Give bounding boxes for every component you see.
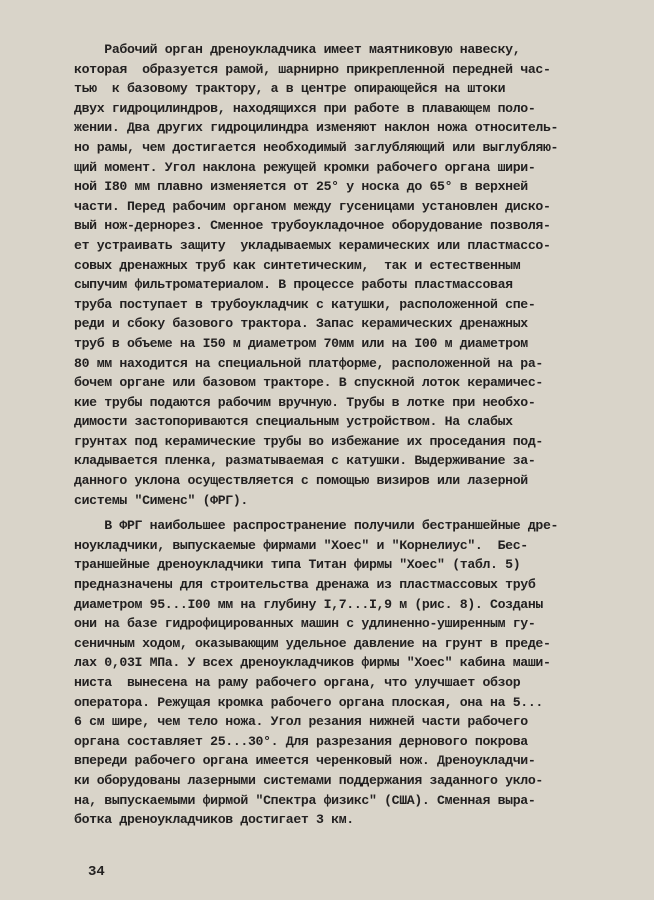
paragraph: [74, 40, 624, 510]
text-line: предназначены для строительства дренажа из пластмассовых труб: [74, 577, 536, 593]
document-body: [74, 40, 624, 830]
text-line: которая образуется рамой, шарнирно прикрепленной передней час-: [74, 61, 551, 77]
text-line: бочем органе или базовом тракторе. В спускной лоток керамичес-: [74, 375, 543, 391]
text-line: совых дренажных труб как синтетическим, так и естественным: [74, 257, 521, 273]
text-line: вый нож-дернорез. Сменное трубоукладочное оборудование позволя-: [74, 218, 551, 234]
text-line: реди и сбоку базового трактора. Запас керамических дренажных: [74, 316, 528, 332]
text-line: двух гидроцилиндров, находящихся при работе в плавающем поло-: [74, 100, 536, 116]
text-line: но рамы, чем достигается необходимый заглубляющий или выглубляю-: [74, 139, 559, 155]
text-line: щий момент. Угол наклона режущей кромки рабочего органа шири-: [74, 159, 536, 175]
text-line: 80 мм находится на специальной платформе, расположенной на ра-: [74, 355, 543, 371]
text-line: диаметром 95...I00 мм на глубину I,7...I,9 м (рис. 8). Созданы: [74, 596, 543, 612]
text-line: жении. Два других гидроцилиндра изменяют наклон ножа относитель-: [74, 120, 559, 136]
text-line: на, выпускаемыми фирмой "Спектра физикс" (США). Сменная выра-: [74, 792, 536, 808]
text-line: труб в объеме на I50 м диаметром 70мм или на I00 м диаметром: [74, 335, 528, 351]
text-line: ет устраивать защиту укладываемых керамических или пластмассо-: [74, 237, 551, 253]
text-line: Рабочий орган дреноукладчика имеет маятниковую навеску,: [74, 42, 521, 57]
text-line: сыпучим фильтроматериалом. В процессе работы пластмассовая: [74, 277, 513, 293]
text-line: В ФРГ наибольшее распространение получили бестраншейные дре-: [74, 518, 559, 534]
text-line: части. Перед рабочим органом между гусеницами установлен диско-: [74, 198, 551, 214]
text-line: грунтах под керамические трубы во избежание их проседания под-: [74, 433, 543, 449]
text-line: 6 см шире, чем тело ножа. Угол резания нижней части рабочего: [74, 714, 528, 730]
text-line: лах 0,03I МПа. У всех дреноукладчиков фирмы "Хоес" кабина маши-: [74, 655, 551, 671]
text-line: органа составляет 25...30°. Для разрезания дернового покрова: [74, 733, 528, 749]
text-line: данного уклона осуществляется с помощью визиров или лазерной: [74, 473, 528, 489]
text-line: ноукладчики, выпускаемые фирмами "Хоес" и "Корнелиус". Бес-: [74, 537, 528, 553]
page-number: 34: [88, 864, 105, 880]
text-line: системы "Сименс" (ФРГ).: [74, 492, 248, 508]
text-line: кие трубы подаются рабочим вручную. Трубы в лотке при необхо-: [74, 394, 536, 410]
text-line: ки оборудованы лазерными системами поддержания заданного укло-: [74, 772, 543, 788]
text-line: оператора. Режущая кромка рабочего органа плоская, она на 5...: [74, 694, 543, 710]
text-line: они на базе гидрофицированных машин с удлиненно-уширенным гу-: [74, 616, 536, 632]
text-line: тью к базовому трактору, а в центре опирающейся на штоки: [74, 81, 506, 97]
text-line: труба поступает в трубоукладчик с катушки, расположенной спе-: [74, 296, 536, 312]
text-line: димости застопориваются специальным устройством. На слабых: [74, 414, 513, 430]
text-line: ботка дреноукладчиков достигает 3 км.: [74, 812, 354, 828]
text-line: ной I80 мм плавно изменяется от 25° у носка до 65° в верхней: [74, 179, 528, 195]
text-line: ниста вынесена на раму рабочего органа, что улучшает обзор: [74, 675, 521, 690]
paragraph: [74, 516, 624, 830]
text-line: кладывается пленка, разматываемая с катушки. Выдерживание за-: [74, 453, 536, 469]
text-line: впереди рабочего органа имеется черенковый нож. Дреноукладчи-: [74, 753, 536, 769]
text-line: сеничным ходом, оказывающим удельное давление на грунт в преде-: [74, 635, 551, 651]
text-line: траншейные дреноукладчики типа Титан фирмы "Хоес" (табл. 5): [74, 557, 521, 573]
